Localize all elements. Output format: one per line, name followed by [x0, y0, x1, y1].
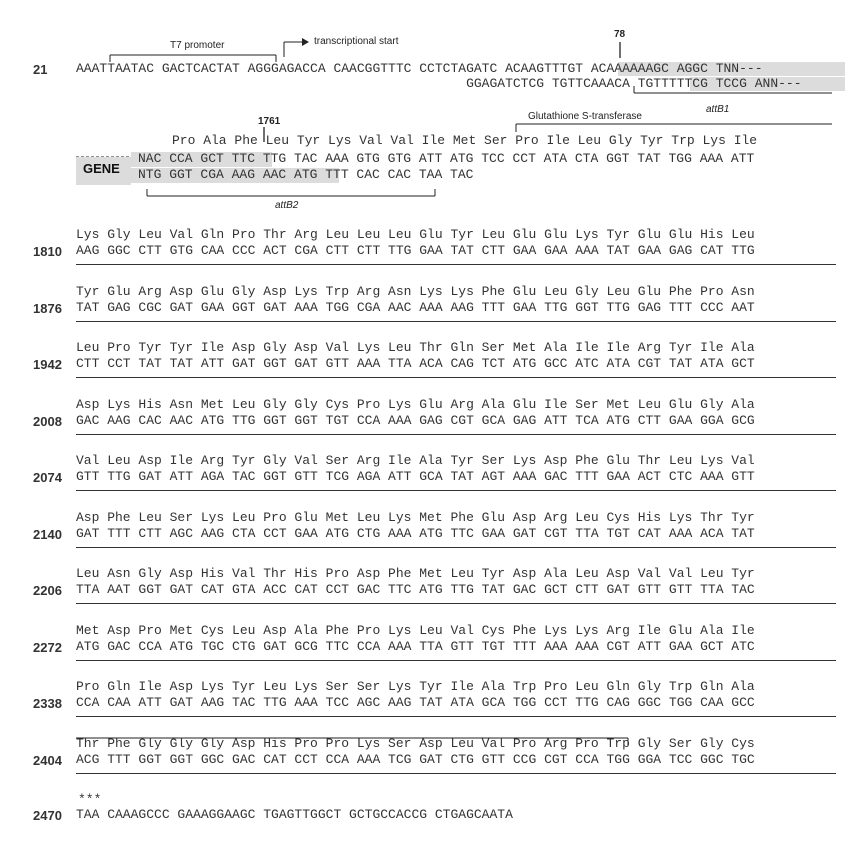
- attB2-label: attB2: [275, 200, 299, 211]
- row-separator: [76, 264, 836, 265]
- position-1761-label: 1761: [258, 116, 281, 127]
- position-78-label: 78: [614, 29, 626, 40]
- dna-sequence-line: ACG TTT GGT GGT GGC GAC CAT CCT CCA AAA TCG GAT CTG GTT CCG CGT CCA TGG GGA TCC GGC TGC: [76, 752, 755, 767]
- position-number: 1876: [33, 301, 62, 316]
- position-number: 2140: [33, 527, 62, 542]
- dna-sequence-line: NAC CCA GCT TTC TTG TAC AAA GTG GTG ATT ATG TCC CCT ATA CTA GGT TAT TGG AAA ATT: [138, 151, 755, 166]
- position-number: 1942: [33, 357, 62, 372]
- position-number: 2404: [33, 753, 62, 768]
- transcriptional-start-label: transcriptional start: [314, 36, 399, 47]
- amino-acid-line: Lys Gly Leu Val Gln Pro Thr Arg Leu Leu Leu Glu Tyr Leu Glu Glu Lys Tyr Glu Glu His Leu: [76, 227, 755, 242]
- dna-sequence-line: ATG GAC CCA ATG TGC CTG GAT GCG TTC CCA AAA TTA GTT TGT TTT AAA AAA CGT ATT GAA GCT ATC: [76, 639, 755, 654]
- position-number: 2008: [33, 414, 62, 429]
- row-separator: [76, 660, 836, 661]
- position-number: 1810: [33, 244, 62, 259]
- row-separator: [76, 434, 836, 435]
- position-number: 21: [33, 62, 48, 77]
- dna-sequence-line: CCA CAA ATT GAT AAG TAC TTG AAA TCC AGC AAG TAT ATA GCA TGG CCT TTG CAG GGC TGG CAA GCC: [76, 695, 755, 710]
- position-number: 2338: [33, 696, 62, 711]
- row-separator: [76, 321, 836, 322]
- dna-sequence-line: AAG GGC CTT GTG CAA CCC ACT CGA CTT CTT TTG GAA TAT CTT GAA GAA AAA TAT GAA GAG CAT TTG: [76, 243, 755, 258]
- dna-sequence-line: NTG GGT CGA AAG AAC ATG TTT CAC CAC TAA TAC: [138, 167, 474, 182]
- amino-acid-line: Thr Phe Gly Gly Gly Asp His Pro Pro Lys Ser Asp Leu Val Pro Arg Pro Trp Gly Ser Gly Cys: [76, 736, 755, 751]
- row-separator: [76, 716, 836, 717]
- gene-label: GENE: [83, 161, 120, 176]
- dna-sequence-line: CTT CCT TAT TAT ATT GAT GGT GAT GTT AAA TTA ACA CAG TCT ATG GCC ATC ATA CGT TAT ATA GCT: [76, 356, 755, 371]
- amino-acid-line: Val Leu Asp Ile Arg Tyr Gly Val Ser Arg Ile Ala Tyr Ser Lys Asp Phe Glu Thr Leu Lys Val: [76, 453, 755, 468]
- dna-sequence-line: TAA CAAAGCCC GAAAGGAAGC TGAGTTGGCT GCTGCCACCG CTGAGCAATA: [76, 807, 513, 822]
- position-number: 2074: [33, 470, 62, 485]
- dna-sequence-line: TAT GAG CGC GAT GAA GGT GAT AAA TGG CGA AAC AAA AAG TTT GAA TTG GGT TTG GAG TTT CCC AAT: [76, 300, 755, 315]
- attB1-label: attB1: [706, 104, 730, 115]
- amino-acid-line: Asp Phe Leu Ser Lys Leu Pro Glu Met Leu Lys Met Phe Glu Asp Arg Leu Cys His Lys Thr Tyr: [76, 510, 755, 525]
- dna-sequence-line: AAATTAATAC GACTCACTAT AGGGAGACCA CAACGGTTTC CCTCTAGATC ACAAGTTTGT ACAAAAAAGC AGGC TNN---: [76, 61, 763, 76]
- dna-sequence-line: GAT TTT CTT AGC AAG CTA CCT GAA ATG CTG AAA ATG TTC GAA GAT CGT TTA TGT CAT AAA ACA TAT: [76, 526, 755, 541]
- amino-acid-line: Tyr Glu Arg Asp Glu Gly Asp Lys Trp Arg Asn Lys Lys Phe Glu Leu Gly Leu Glu Phe Pro Asn: [76, 284, 755, 299]
- dna-sequence-line: GAC AAG CAC AAC ATG TTG GGT GGT TGT CCA AAA GAG CGT GCA GAG ATT TCA ATG CTT GAA GGA GCG: [76, 413, 755, 428]
- amino-acid-line: Pro Ala Phe Leu Tyr Lys Val Val Ile Met Ser Pro Ile Leu Gly Tyr Trp Lys Ile: [172, 133, 758, 148]
- row-separator: [76, 603, 836, 604]
- amino-acid-line: Asp Lys His Asn Met Leu Gly Gly Cys Pro Lys Glu Arg Ala Glu Ile Ser Met Leu Glu Gly Ala: [76, 397, 755, 412]
- amino-acid-line: Pro Gln Ile Asp Lys Tyr Leu Lys Ser Ser Lys Tyr Ile Ala Trp Pro Leu Gln Gly Trp Gln Ala: [76, 679, 755, 694]
- amino-acid-line: Leu Pro Tyr Tyr Ile Asp Gly Asp Val Lys Leu Thr Gln Ser Met Ala Ile Ile Arg Tyr Ile Ala: [76, 340, 755, 355]
- row-separator: [76, 490, 836, 491]
- dna-sequence-line: GGAGATCTCG TGTTCAAACA TGTTTTTCG TCCG ANN---: [76, 76, 802, 91]
- gst-label: Glutathione S-transferase: [528, 111, 642, 122]
- stop-codon-marker: ***: [78, 792, 102, 807]
- amino-acid-line: Leu Asn Gly Asp His Val Thr His Pro Asp Phe Met Leu Tyr Asp Ala Leu Asp Val Val Leu Tyr: [76, 566, 755, 581]
- dna-sequence-line: TTA AAT GGT GAT CAT GTA ACC CAT CCT GAC TTC ATG TTG TAT GAC GCT CTT GAT GTT GTT TTA TAC: [76, 582, 755, 597]
- position-number: 2470: [33, 808, 62, 823]
- amino-acid-line: Met Asp Pro Met Cys Leu Asp Ala Phe Pro Lys Leu Val Cys Phe Lys Lys Arg Ile Glu Ala Ile: [76, 623, 755, 638]
- row-separator: [76, 377, 836, 378]
- position-number: 2206: [33, 583, 62, 598]
- dna-sequence-line: GTT TTG GAT ATT AGA TAC GGT GTT TCG AGA ATT GCA TAT AGT AAA GAC TTT GAA ACT CTC AAA GTT: [76, 469, 755, 484]
- row-separator: [76, 773, 836, 774]
- row-separator: [76, 547, 836, 548]
- t7-promoter-label: T7 promoter: [170, 40, 225, 51]
- position-number: 2272: [33, 640, 62, 655]
